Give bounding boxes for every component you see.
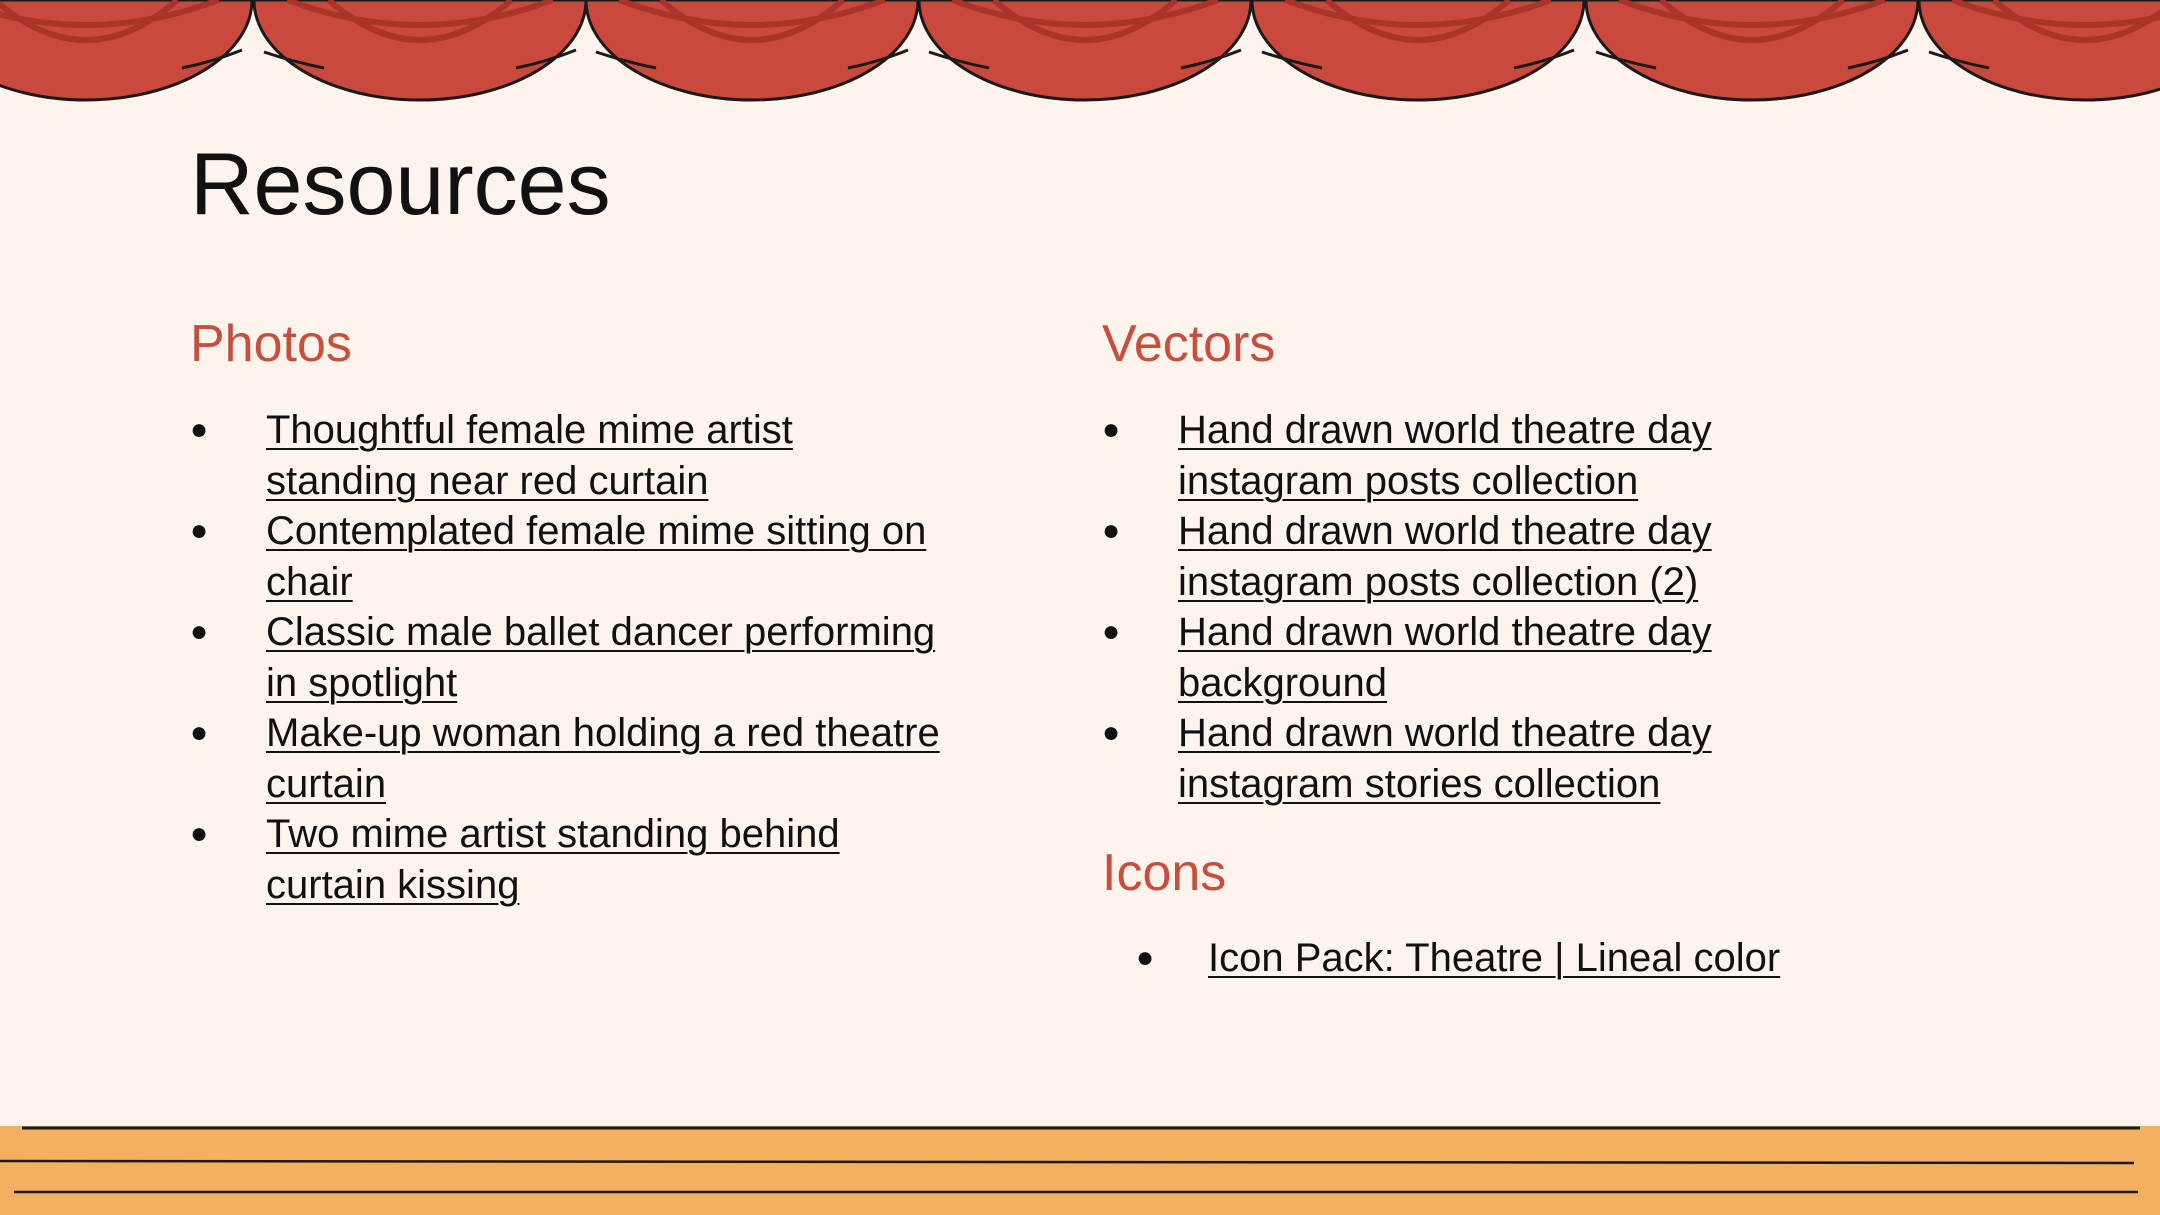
bullet-icon: ● [1102,716,1121,749]
list-item [190,506,1010,607]
bullet-icon: ● [190,716,209,749]
list-item [190,607,1010,708]
list-item [190,405,1010,506]
photo-link-2[interactable]: Contemplated female mime sitting on chair [266,509,927,604]
vector-link-1[interactable]: Hand drawn world theatre day instagram posts collection [1178,408,1712,503]
curtain-scallop [586,0,918,100]
icons-heading: Icons [1102,844,1227,902]
list-item [1102,708,1822,809]
bullet-icon: ● [190,817,209,850]
list-item [1136,933,2036,984]
stage-floor-decor [0,1126,2160,1215]
vector-link-3[interactable]: Hand drawn world theatre day background [1178,610,1712,705]
photo-link-1[interactable]: Thoughtful female mime artist standing near red curtain [266,408,793,503]
bullet-icon: ● [1102,514,1121,547]
list-item [190,708,1010,809]
curtain-scallop [0,0,252,100]
photos-list [190,405,1010,910]
curtain-scallop [1919,0,2160,100]
list-item [190,809,1010,910]
curtain-scallop [1586,0,1918,100]
bullet-icon: ● [190,615,209,648]
icon-pack-link[interactable]: Icon Pack: Theatre | Lineal color [1208,936,1781,980]
bullet-icon: ● [1136,941,1155,974]
list-item [1102,405,1822,506]
icons-list [1136,933,2036,984]
photos-heading: Photos [190,315,352,373]
curtain-scallop [919,0,1251,100]
list-item [1102,607,1822,708]
bullet-icon: ● [1102,615,1121,648]
curtain-scallop [1252,0,1584,100]
photo-link-3[interactable]: Classic male ballet dancer performing in spotlight [266,610,936,705]
list-item [1102,506,1822,607]
page-title: Resources [190,134,611,233]
bullet-icon: ● [1102,413,1121,446]
bullet-icon: ● [190,514,209,547]
vectors-list [1102,405,1822,809]
curtain-decor [0,0,2160,110]
bullet-icon: ● [190,413,209,446]
photo-link-4[interactable]: Make-up woman holding a red theatre curtain [266,711,940,806]
curtain-scallop [254,0,586,100]
vector-link-4[interactable]: Hand drawn world theatre day instagram stories collection [1178,711,1712,806]
vectors-heading: Vectors [1102,315,1276,373]
photo-link-5[interactable]: Two mime artist standing behind curtain kissing [266,812,840,907]
vector-link-2[interactable]: Hand drawn world theatre day instagram posts collection (2) [1178,509,1712,604]
